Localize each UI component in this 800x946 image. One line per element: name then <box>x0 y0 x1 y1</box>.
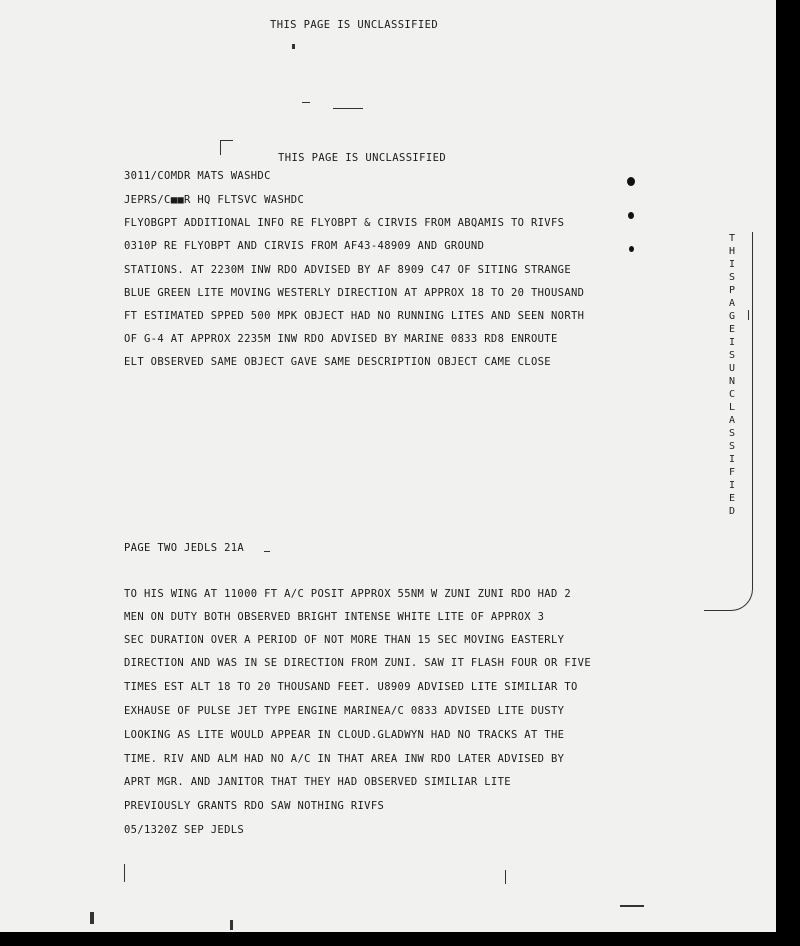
page-two-line: TIME. RIV AND ALM HAD NO A/C IN THAT AREA INW RDO LATER ADVISED BY <box>124 753 565 765</box>
scan-border-bottom <box>0 932 800 946</box>
page-two-line: 05/1320Z SEP JEDLS <box>124 824 245 836</box>
hole-punch-dot <box>628 212 634 219</box>
scan-speck <box>620 905 644 907</box>
scan-speck <box>90 912 94 924</box>
message-line: OF G-4 AT APPROX 2235M INW RDO ADVISED BY MARINE 0833 RD8 ENROUTE <box>124 333 558 345</box>
hole-punch-dot <box>627 177 635 186</box>
page-two-line: TO HIS WING AT 11000 FT A/C POSIT APPROX 55NM W ZUNI ZUNI RDO HAD 2 <box>124 588 571 600</box>
message-line: BLUE GREEN LITE MOVING WESTERLY DIRECTION AT APPROX 18 TO 20 THOUSAND <box>124 287 585 299</box>
scan-speck <box>748 310 749 320</box>
corner-mark <box>220 140 233 155</box>
scan-speck <box>333 108 363 109</box>
message-line: STATIONS. AT 2230M INW RDO ADVISED BY AF 8909 C47 OF SITING STRANGE <box>124 264 571 276</box>
scan-speck <box>292 44 295 49</box>
page-two-line: EXHAUSE OF PULSE JET TYPE ENGINE MARINEA/C 0833 ADVISED LITE DUSTY <box>124 705 565 717</box>
scan-speck <box>302 102 310 103</box>
page-two-line: DIRECTION AND WAS IN SE DIRECTION FROM ZUNI. SAW IT FLASH FOUR OR FIVE <box>124 657 592 669</box>
scan-speck <box>264 551 270 552</box>
message-line: 0310P RE FLYOBPT AND CIRVIS FROM AF43-48909 AND GROUND <box>124 240 485 252</box>
scan-border-right <box>776 0 800 946</box>
scan-speck <box>505 870 506 884</box>
page-two-line: MEN ON DUTY BOTH OBSERVED BRIGHT INTENSE WHITE LITE OF APPROX 3 <box>124 611 545 623</box>
scan-speck <box>124 864 125 882</box>
page-two-line: TIMES EST ALT 18 TO 20 THOUSAND FEET. U8909 ADVISED LITE SIMILIAR TO <box>124 681 578 693</box>
message-line: JEPRS/C■■R HQ FLTSVC WASHDC <box>124 194 305 206</box>
header-classification-top: THIS PAGE IS UNCLASSIFIED <box>270 19 439 31</box>
message-line: FT ESTIMATED SPPED 500 MPK OBJECT HAD NO RUNNING LITES AND SEEN NORTH <box>124 310 585 322</box>
header-classification-second: THIS PAGE IS UNCLASSIFIED <box>278 152 447 164</box>
message-line: 3011/COMDR MATS WASHDC <box>124 170 271 182</box>
page-two-line: PREVIOUSLY GRANTS RDO SAW NOTHING RIVFS <box>124 800 385 812</box>
page-two-line: APRT MGR. AND JANITOR THAT THEY HAD OBSERVED SIMILIAR LITE <box>124 776 511 788</box>
message-line: ELT OBSERVED SAME OBJECT GAVE SAME DESCRIPTION OBJECT CAME CLOSE <box>124 356 551 368</box>
scan-speck <box>230 920 233 930</box>
message-line: FLYOBGPT ADDITIONAL INFO RE FLYOBPT & CIRVIS FROM ABQAMIS TO RIVFS <box>124 217 565 229</box>
page-two-line: LOOKING AS LITE WOULD APPEAR IN CLOUD.GLADWYN HAD NO TRACKS AT THE <box>124 729 565 741</box>
hole-punch-dot <box>629 246 634 252</box>
page-two-line: SEC DURATION OVER A PERIOD OF NOT MORE THAN 15 SEC MOVING EASTERLY <box>124 634 565 646</box>
side-classification-vertical: THIS PAGE IS UNCLASSIFIED <box>728 233 736 517</box>
page-two-header: PAGE TWO JEDLS 21A <box>124 542 245 554</box>
